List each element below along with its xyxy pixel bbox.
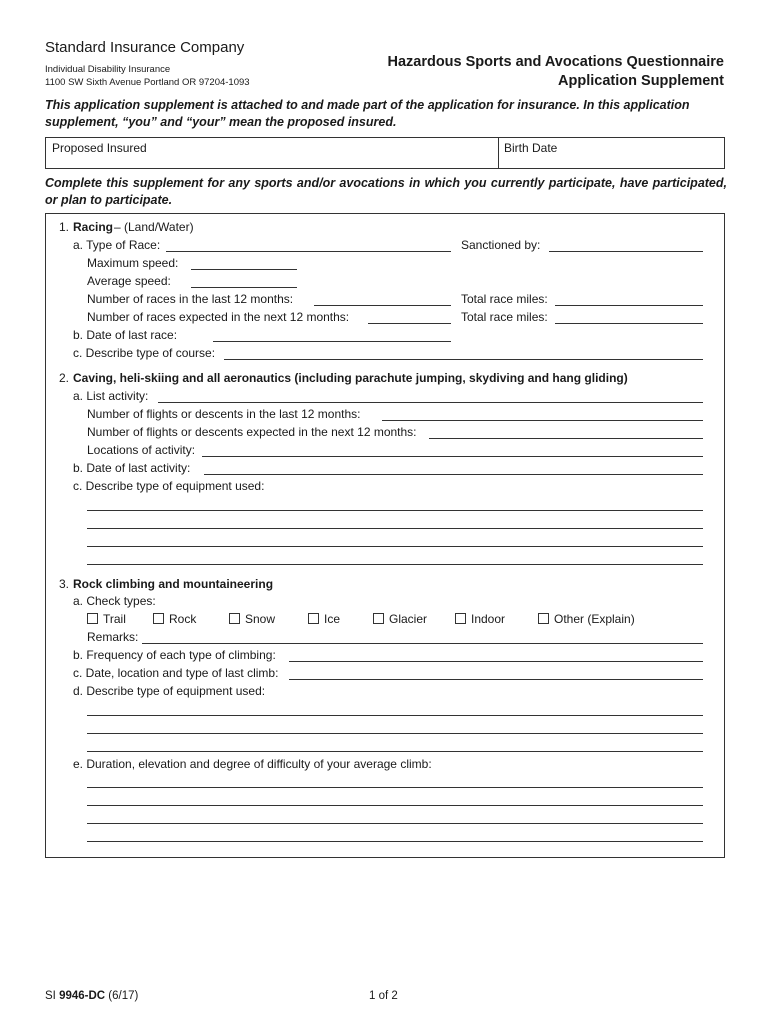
- intro-text: This application supplement is attached to and made part of the application for insurance. In this application supplement, “you” and “your” mean the proposed insured.: [45, 98, 690, 129]
- check-types-label: a. Check types:: [73, 594, 156, 608]
- max-speed-label: Maximum speed:: [87, 256, 179, 270]
- questionnaire-box: [45, 213, 725, 858]
- duration-line-3[interactable]: [87, 823, 703, 824]
- frequency-field[interactable]: [289, 661, 703, 662]
- company-address: 1100 SW Sixth Avenue Portland OR 97204-1093: [45, 77, 250, 88]
- type-of-race-label: a. Type of Race:: [73, 238, 161, 252]
- proposed-insured-label: Proposed Insured: [52, 141, 147, 155]
- duration-line-1[interactable]: [87, 787, 703, 788]
- locations-field[interactable]: [202, 456, 703, 457]
- last-race-label: b. Date of last race:: [73, 328, 178, 342]
- checkbox-icon: [308, 613, 319, 624]
- total-miles-2-label: Total race miles:: [461, 310, 548, 324]
- checkbox-snow[interactable]: Snow: [229, 612, 275, 626]
- list-activity-field[interactable]: [158, 402, 703, 403]
- checkbox-icon: [538, 613, 549, 624]
- avg-speed-field[interactable]: [191, 287, 297, 288]
- form-title: Hazardous Sports and Avocations Questionnaire: [387, 54, 724, 70]
- sanctioned-field[interactable]: [549, 251, 703, 252]
- form-subtitle: Application Supplement: [558, 73, 724, 89]
- duration-line-2[interactable]: [87, 805, 703, 806]
- checkbox-trail[interactable]: Trail: [87, 612, 126, 626]
- flights-last-label: Number of flights or descents in the last 12 months:: [87, 407, 361, 421]
- checkbox-ice[interactable]: Ice: [308, 612, 340, 626]
- duration-line-4[interactable]: [87, 841, 703, 842]
- s3-equipment-line-1[interactable]: [87, 715, 703, 716]
- form-number: SI 9946-DC (6/17): [45, 990, 139, 1002]
- last-climb-label: c. Date, location and type of last climb:: [73, 666, 279, 680]
- duration-label: e. Duration, elevation and degree of difficulty of your average climb:: [73, 757, 432, 771]
- remarks-label: Remarks:: [87, 630, 139, 644]
- checkbox-icon: [455, 613, 466, 624]
- list-activity-label: a. List activity:: [73, 389, 149, 403]
- last-climb-field[interactable]: [289, 679, 703, 680]
- page-number: 1 of 2: [369, 990, 398, 1002]
- checkbox-other[interactable]: Other (Explain): [538, 612, 635, 626]
- races-last-field[interactable]: [314, 305, 451, 306]
- s2-equipment-label: c. Describe type of equipment used:: [73, 479, 265, 493]
- s3-number: 3.: [59, 577, 70, 591]
- checkbox-icon: [153, 613, 164, 624]
- races-next-field[interactable]: [368, 323, 451, 324]
- total-miles-2-field[interactable]: [555, 323, 703, 324]
- s3-equipment-label: d. Describe type of equipment used:: [73, 684, 266, 698]
- s2-equipment-line-4[interactable]: [87, 564, 703, 565]
- course-field[interactable]: [224, 359, 703, 360]
- flights-last-field[interactable]: [382, 420, 703, 421]
- last-activity-field[interactable]: [204, 474, 703, 475]
- type-of-race-field[interactable]: [166, 251, 451, 252]
- frequency-label: b. Frequency of each type of climbing:: [73, 648, 276, 662]
- checkbox-rock[interactable]: Rock: [153, 612, 196, 626]
- division-name: Individual Disability Insurance: [45, 64, 171, 75]
- total-miles-1-field[interactable]: [555, 305, 703, 306]
- checkbox-icon: [87, 613, 98, 624]
- s1-number: 1.: [59, 220, 70, 234]
- flights-next-field[interactable]: [429, 438, 703, 439]
- s1-title: Racing: [73, 220, 114, 234]
- s2-equipment-line-2[interactable]: [87, 528, 703, 529]
- last-race-field[interactable]: [213, 341, 451, 342]
- checkbox-icon: [373, 613, 384, 624]
- races-last-label: Number of races in the last 12 months:: [87, 292, 294, 306]
- s3-title: Rock climbing and mountaineering: [73, 577, 274, 591]
- checkbox-icon: [229, 613, 240, 624]
- insured-info-box: [45, 137, 725, 169]
- flights-next-label: Number of flights or descents expected in the next 12 months:: [87, 425, 417, 439]
- races-next-label: Number of races expected in the next 12 months:: [87, 310, 350, 324]
- s2-title: Caving, heli-skiing and all aeronautics (including parachute jumping, skydiving and hang gliding): [73, 371, 628, 385]
- avg-speed-label: Average speed:: [87, 274, 171, 288]
- s2-number: 2.: [59, 371, 70, 385]
- s2-equipment-line-1[interactable]: [87, 510, 703, 511]
- s1-title-suffix: – (Land/Water): [114, 220, 194, 234]
- max-speed-field[interactable]: [191, 269, 297, 270]
- s3-equipment-line-2[interactable]: [87, 733, 703, 734]
- company-name: Standard Insurance Company: [45, 39, 245, 56]
- checkbox-indoor[interactable]: Indoor: [455, 612, 505, 626]
- birth-date-label: Birth Date: [504, 141, 558, 155]
- locations-label: Locations of activity:: [87, 443, 196, 457]
- course-label: c. Describe type of course:: [73, 346, 216, 360]
- last-activity-label: b. Date of last activity:: [73, 461, 191, 475]
- instruction-text: Complete this supplement for any sports and/or avocations in which you currently participate, have participated, or plan to participate.: [45, 176, 727, 207]
- total-miles-1-label: Total race miles:: [461, 292, 548, 306]
- s3-equipment-line-3[interactable]: [87, 751, 703, 752]
- checkbox-glacier[interactable]: Glacier: [373, 612, 427, 626]
- remarks-field[interactable]: [142, 643, 703, 644]
- sanctioned-label: Sanctioned by:: [461, 238, 541, 252]
- s2-equipment-line-3[interactable]: [87, 546, 703, 547]
